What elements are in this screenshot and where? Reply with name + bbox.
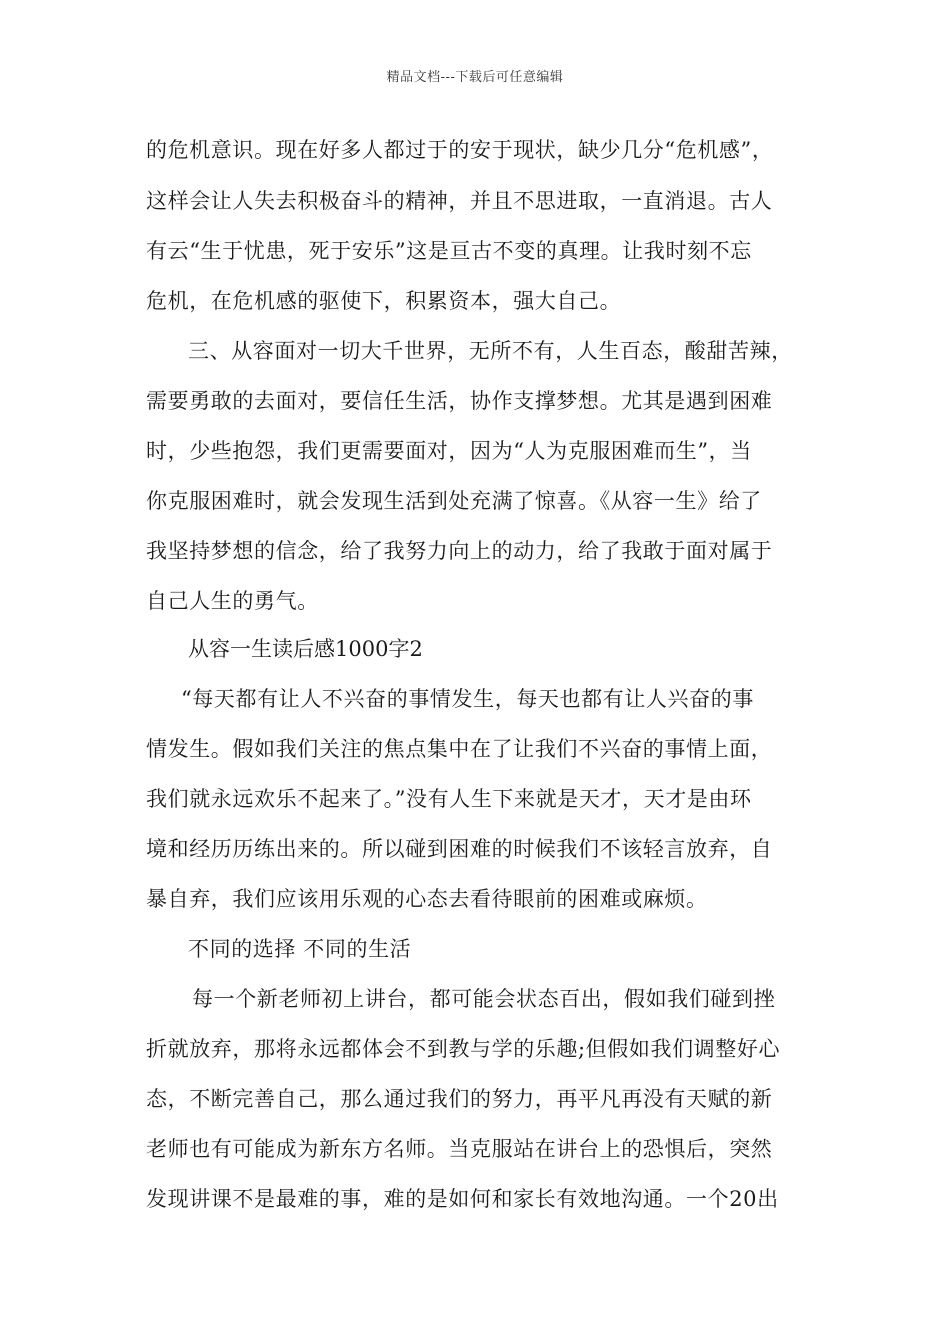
text-line: “每天都有让人不兴奋的事情发生，每天也都有让人兴奋的事 xyxy=(181,687,754,711)
text-line: 自己人生的勇气。 xyxy=(146,589,319,613)
text-line: 态，不断完善自己，那么通过我们的努力，再平凡再没有天赋的新 xyxy=(146,1087,773,1111)
text-line: 有云“生于忧患，死于安乐”这是亘古不变的真理。让我时刻不忘 xyxy=(146,239,752,263)
text-line: 三、从容面对一切大千世界，无所不有，人生百态，酸甜苦辣， xyxy=(188,339,793,363)
text-line: 这样会让人失去积极奋斗的精神，并且不思进取，一直消退。古人 xyxy=(146,189,773,213)
text-line: 境和经历历练出来的。所以碰到困难的时候我们不该轻言放弃，自 xyxy=(146,837,773,861)
text-line: 暴自弃，我们应该用乐观的心态去看待眼前的困难或麻烦。 xyxy=(146,887,708,911)
text-line: 情发生。假如我们关注的焦点集中在了让我们不兴奋的事情上面， xyxy=(146,737,773,761)
text-line: 发现讲课不是最难的事，难的是如何和家长有效地沟通。一个20出 xyxy=(146,1187,779,1211)
text-line: 的危机意识。现在好多人都过于的安于现状，缺少几分“危机感”， xyxy=(146,138,774,162)
text-line: 危机，在危机感的驱使下，积累资本，强大自己。 xyxy=(146,289,622,313)
section-heading: 从容一生读后感1000字2 xyxy=(188,637,423,661)
text-line: 我坚持梦想的信念，给了我努力向上的动力，给了我敢于面对属于 xyxy=(146,539,773,563)
page-header: 精品文档---下载后可任意编辑 xyxy=(386,70,564,85)
text-line: 老师也有可能成为新东方名师。当克服站在讲台上的恐惧后，突然 xyxy=(146,1137,773,1161)
section-heading: 不同的选择 不同的生活 xyxy=(188,937,412,961)
text-line: 我们就永远欢乐不起来了。”没有人生下来就是天才，天才是由环 xyxy=(146,787,752,811)
text-line: 每一个新老师初上讲台，都可能会状态百出，假如我们碰到挫 xyxy=(192,987,776,1011)
text-line: 时，少些抱怨，我们更需要面对，因为“人为克服困难而生”，当 xyxy=(146,439,752,463)
text-line: 折就放弃，那将永远都体会不到教与学的乐趣;但假如我们调整好心 xyxy=(146,1037,781,1061)
text-line: 需要勇敢的去面对，要信任生活，协作支撑梦想。尤其是遇到困难 xyxy=(146,389,773,413)
text-line: 你克服困难时，就会发现生活到处充满了惊喜。《从容一生》给了 xyxy=(146,489,762,513)
